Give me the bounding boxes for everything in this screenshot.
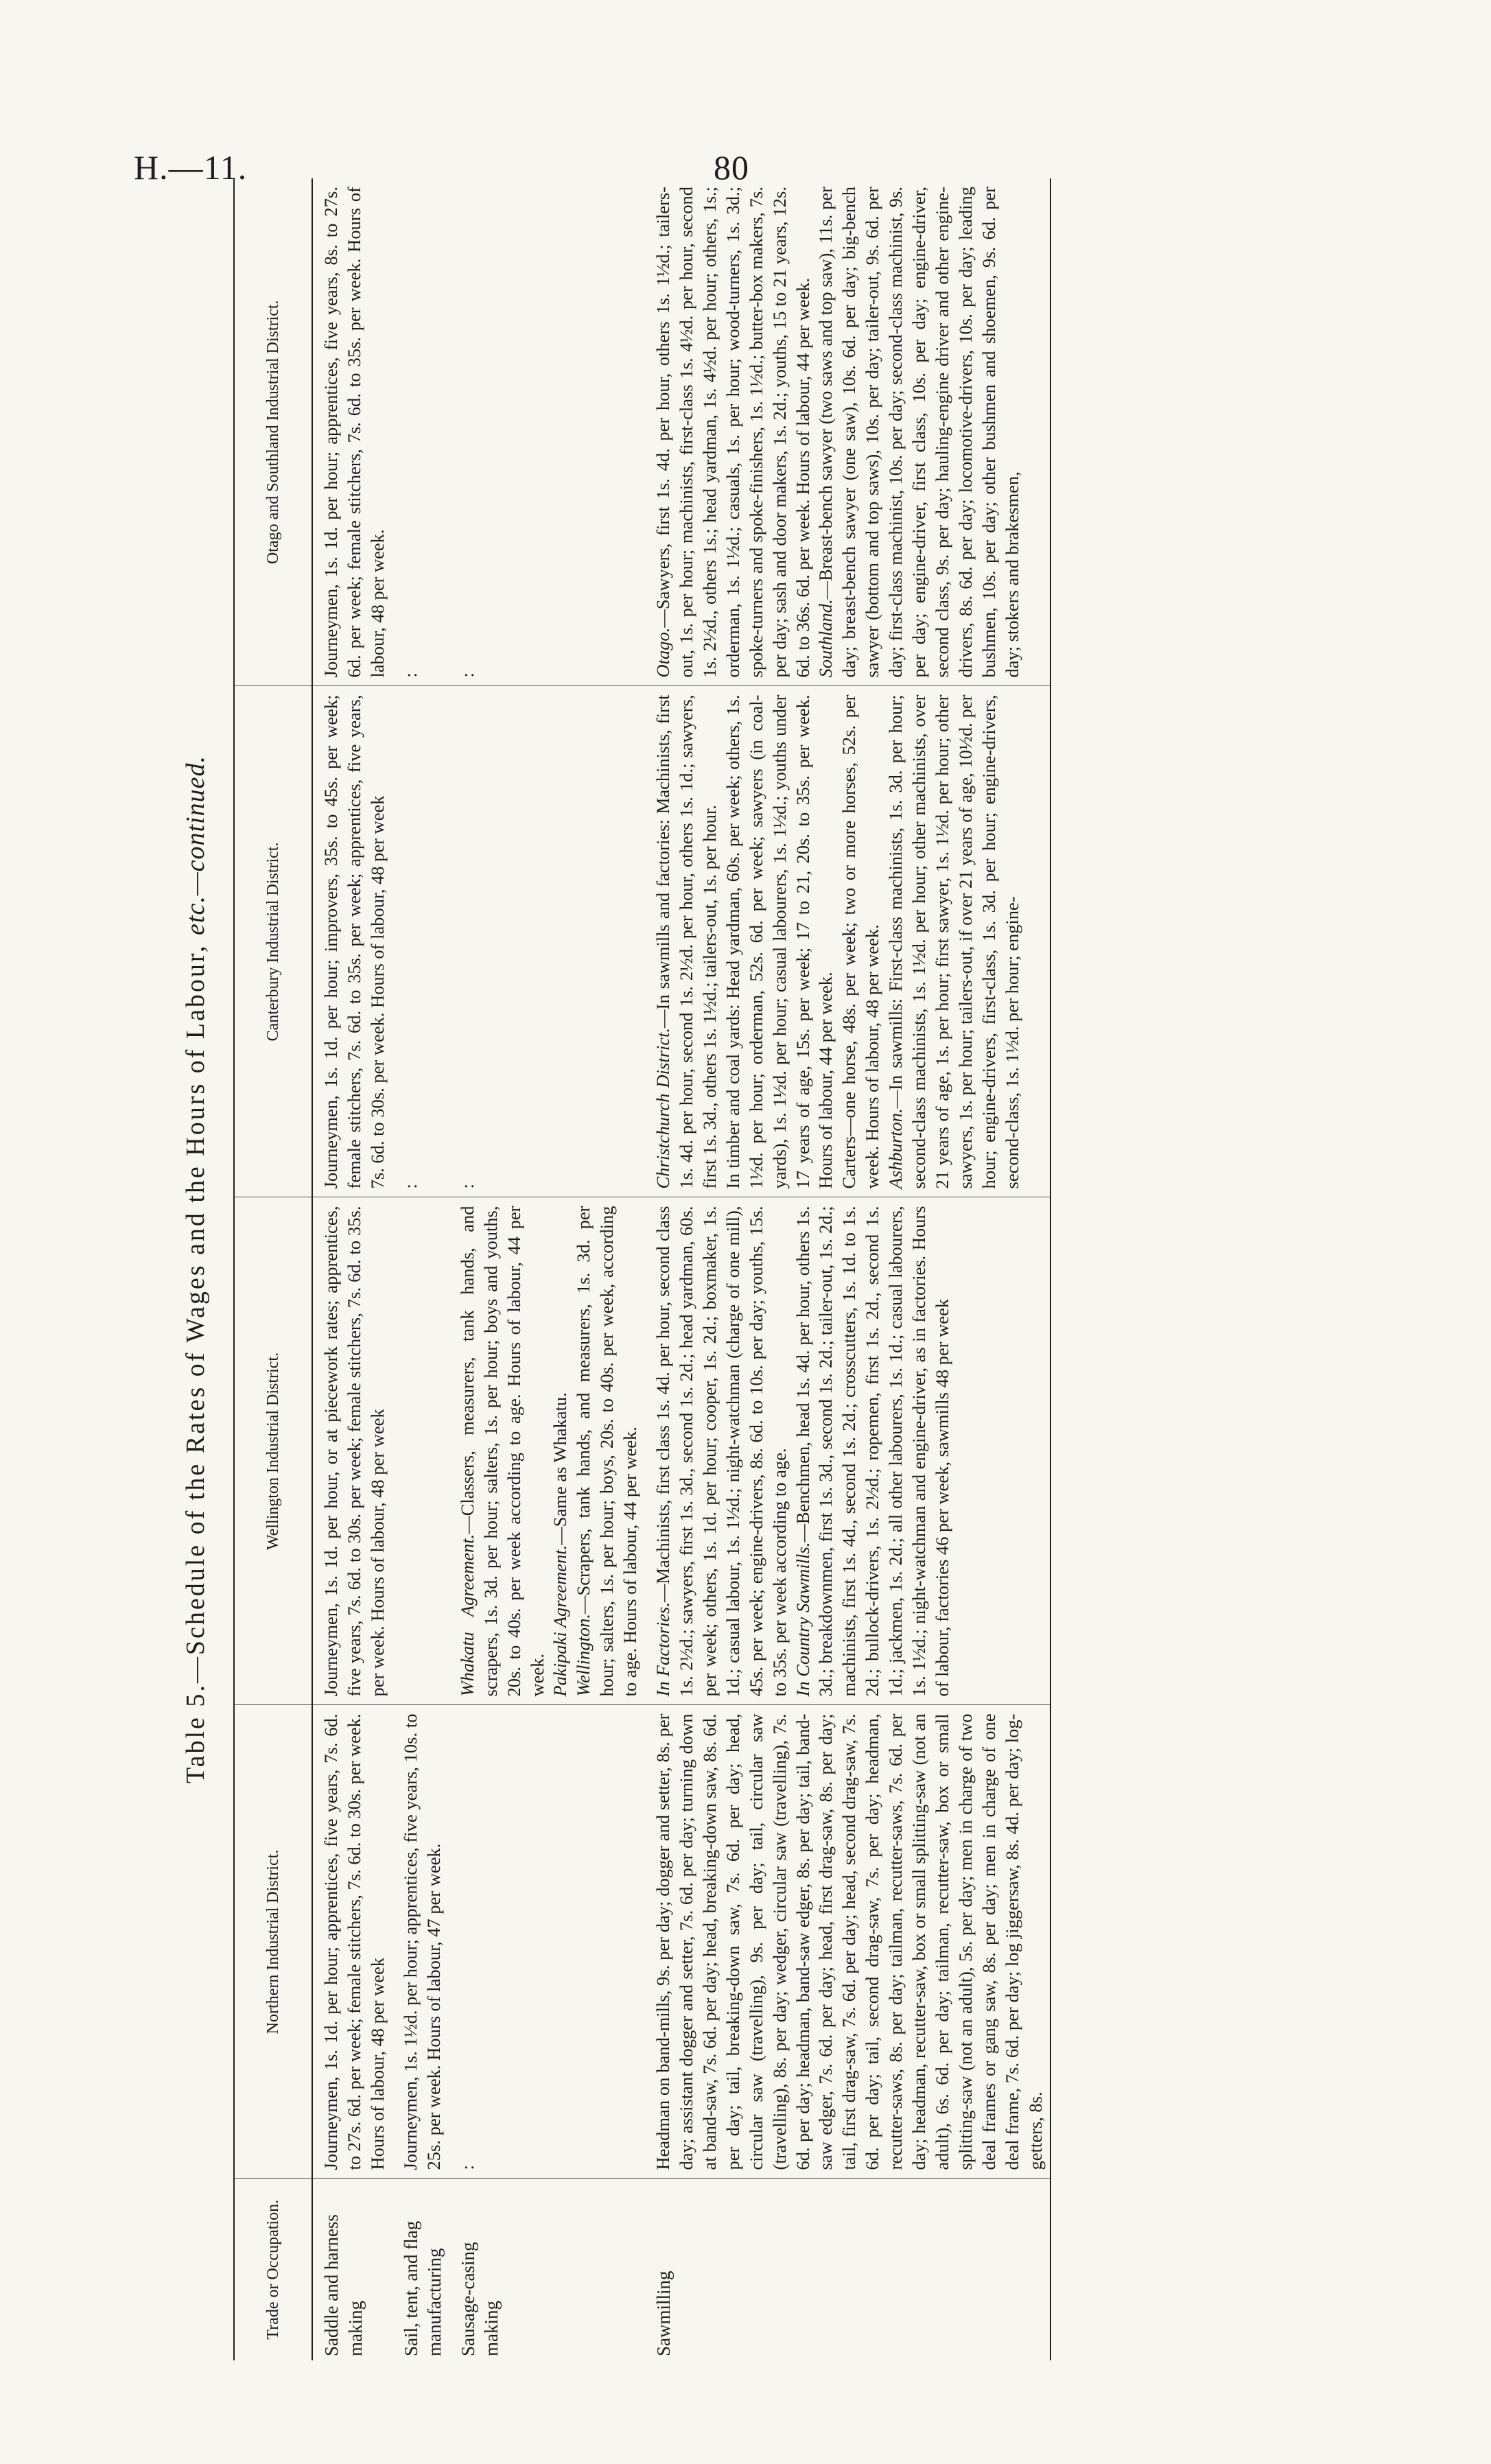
column-header-otago: Otago and Southland Industrial District. <box>234 178 312 686</box>
canterbury-cell <box>645 686 1050 1197</box>
wellington-cell <box>645 1197 1050 1705</box>
agreement-heading: Whakatu Agreement. <box>456 1534 478 1697</box>
wellington-cell <box>392 1197 449 1705</box>
section-heading: Ashburton. <box>885 1108 906 1189</box>
section-heading: Otago. <box>653 627 674 678</box>
column-header-northern: Northern Industrial District. <box>234 1705 312 2179</box>
table-title-continued: etc.—continued. <box>181 755 210 935</box>
canterbury-cell: : <box>449 686 645 1197</box>
northern-cell: : <box>449 1705 645 2179</box>
section-text: In timber and coal yards: Head yardman, 60s. per week; others, 1s. 1½d. per hour; orderman, 52s. 6d. per week; sawyers (in coal-yards), 1s. 1½d. per hour; casual labourers, 1s. 1½d.; youths under 17 years of age, 15s. per week; 17 to 21, 20s. to 35s. per week. Hours of labour, 44 per week. <box>722 694 836 1189</box>
section-text: —Breast-bench sawyer (two saws and top saw), 11s. per day; breast-bench sawyer (one saw), 10s. 6d. per day; big-bench sawyer (bottom and top saws), 10s. per day; tailer-out, 9s. 6d. per day; first-class machinist, 10s. per day; second-class machinist, 9s. per day; engine-driver, first class, 10s. per day; engine-driver, second class, 9s. per day; hauling-engine driver and other engine-drivers, 8s. 6d. per day; locomotive-drivers, 10s. per day; leading bushmen, 10s. per day; other bushmen and shoemen, 9s. 6d. per day; stokers and brakesmen, <box>815 187 1022 678</box>
column-header-wellington: Wellington Industrial District. <box>234 1197 312 1705</box>
table-row <box>312 178 392 2360</box>
canterbury-cell: : <box>392 686 449 1197</box>
trade-cell: Sausage-casing making <box>457 2242 502 2356</box>
otago-cell: Journeymen, 1s. 1d. per hour; apprentices, five years, 8s. to 27s. 6d. per week; female stitchers, 7s. 6d. to 35s. per week. Hours of labour, 48 per week. <box>312 178 392 686</box>
otago-cell: : <box>392 178 449 686</box>
northern-cell: Journeymen, 1s. 1½d. per hour; apprentices, five years, 10s. to 25s. per week. Hours of labour, 47 per week. <box>392 1705 449 2179</box>
wellington-cell <box>449 1197 645 1705</box>
trade-cell: Saddle and harness making <box>321 2214 366 2356</box>
section-heading: Christchurch District. <box>653 1027 674 1189</box>
table-row <box>449 178 645 2360</box>
agreement-text: —Same as Whakatu. <box>550 1392 571 1545</box>
table-title <box>165 178 226 2360</box>
table-row <box>392 178 449 2360</box>
page-number: 80 <box>714 148 749 187</box>
agreement-heading: Wellington. <box>573 1614 594 1697</box>
document-reference: H.—11. <box>134 148 248 187</box>
canterbury-cell: Journeymen, 1s. 1d. per hour; improvers, 35s. to 45s. per week; female stitchers, 7s. 6d. to 35s. per week; apprentices, five years, 7s. 6d. to 30s. per week. Hours of labour, 48 per week <box>312 686 392 1197</box>
section-heading: In Factories. <box>653 1602 674 1697</box>
otago-cell <box>645 178 1050 686</box>
table-header-row <box>234 178 312 2360</box>
wellington-cell: Journeymen, 1s. 1d. per hour, or at piecework rates; apprentices, five years, 7s. 6d. to 30s. per week; female stitchers, 7s. 6d. to 35s. per week. Hours of labour, 48 per week <box>312 1197 392 1705</box>
section-heading: Southland. <box>815 599 836 678</box>
trade-cell: Sail, tent, and flag manufacturing <box>400 2220 445 2356</box>
column-header-canterbury: Canterbury Industrial District. <box>234 686 312 1197</box>
wages-table <box>233 178 1051 2360</box>
northern-cell: Journeymen, 1s. 1d. per hour; apprentices, five years, 7s. 6d. to 27s. 6d. per week; female stitchers, 7s. 6d. to 30s. per week. Hours of labour, 48 per week <box>312 1705 392 2179</box>
agreement-text: —Classers, measurers, tank hands, and scrapers, 1s. 3d. per hour; salters, 1s. per hour; boys and youths, 20s. to 40s. per week according to age. Hours of labour, 44 per week. <box>456 1206 548 1697</box>
section-text: —In sawmills and factories: Machinists, first 1s. 4d. per hour, second 1s. 2½d. per hour, others 1s. 1d.; sawyers, first 1s. 3d., others 1s. 1½d.; tailers-out, 1s. per hour. <box>653 694 720 1189</box>
section-text: Carters—one horse, 48s. per week; two or more horses, 52s. per week. Hours of labour, 48 per week. <box>838 694 883 1189</box>
otago-cell: : <box>449 178 645 686</box>
agreement-text: —Scrapers, tank hands, and measurers, 1s. 3d. per hour; salters, 1s. per hour; boys, 20s. to 40s. per week, according to age. Hours of labour, 44 per week. <box>573 1206 641 1697</box>
section-heading: In Country Sawmills. <box>792 1542 813 1697</box>
section-text: —Sawyers, first 1s. 4d. per hour, others 1s. 1½d.; tailers-out, 1s. per hour; machinists, first-class 1s. 4½d. per hour, second 1s. 2½d., others 1s.; head yardman, 1s. 4½d. per hour; others, 1s.; orderman, 1s. 1½d.; casuals, 1s. per hour; wood-turners, 1s. 3d.; spoke-turners and spoke-finishers, 1s. 1½d.; butter-box makers, 7s. per day; sash and door makers, 1s. 2d.; youths, 15 to 21 years, 12s. 6d. to 36s. 6d. per week. Hours of labour, 44 per week. <box>653 187 813 678</box>
column-header-trade: Trade or Occupation. <box>234 2179 312 2360</box>
table-title-text: Table 5.—Schedule of the Rates of Wages and the Hours of Labour, <box>181 943 210 1783</box>
section-text: —In sawmills: First-class machinists, 1s. 3d. per hour; second-class machinists, 1s. 1½d. per hour; other machinists, over 21 years of age, 1s. per hour; first sawyer, 1s. 1½d. per hour; other sawyers, 1s. per hour; tailers-out, if over 21 years of age, 10½d. per hour; engine-drivers, first-class, 1s. 3d. per hour; engine-drivers, second-class, 1s. 1½d. per hour; engine- <box>885 694 1022 1189</box>
table-row <box>645 178 1050 2360</box>
rotated-wage-table <box>165 178 1331 2360</box>
section-text: —Benchmen, head 1s. 4d. per hour, others 1s. 3d.; breakdownmen, first 1s. 3d., second 1s. 2d.; tailer-out, 1s. 2d.; machinists, first 1s. 4d., second 1s. 2d.; crosscutters, 1s. 1d. to 1s. 2d.; bullock-drivers, 1s. 2½d.; ropemen, first 1s. 2d., second 1s. 1d.; jackmen, 1s. 2d.; all other labourers, 1s. 1d.; casual labourers, 1s. 1½d.; night-watchman and engine-driver, as in factories. Hours of labour, factories 46 per week, sawmills 48 per week <box>792 1206 952 1697</box>
agreement-heading: Pakipaki Agreement. <box>550 1545 571 1697</box>
trade-cell: Sawmilling <box>645 2179 1050 2360</box>
section-text: —Machinists, first class 1s. 4d. per hour, second class 1s. 2½d.; sawyers, first 1s. 3d., second 1s. 2d.; head yardman, 60s. per week; others, 1s. 1d. per hour; cooper, 1s. 2d.; boxmaker, 1s. 1d.; casual labour, 1s. 1½d.; night-watchman (charge of one mill), 45s. per week; engine-drivers, 8s. 6d. to 10s. per day; youths, 15s. to 35s. per week according to age. <box>653 1206 790 1697</box>
northern-cell: Headman on band-mills, 9s. per day; dogger and setter, 8s. per day; assistant dogger and setter, 7s. 6d. per day; turning down at band-saw, 7s. 6d. per day; head, breaking-down saw, 8s. 6d. per day; tail, breaking-down saw, 7s. 6d. per day; head, circular saw (travelling), 9s. per day; tail, circular saw (travelling), 8s. per day; wedger, circular saw (travelling), 7s. 6d. per day; headman, band-saw edger, 8s. per day; tail, band-saw edger, 7s. 6d. per day; head, first drag-saw, 8s. per day; tail, first drag-saw, 7s. 6d. per day; head, second drag-saw, 7s. 6d. per day; tail, second drag-saw, 7s. per day; headman, recutter-saws, 8s. per day; tailman, recutter-saws, 7s. 6d. per day; headman, recutter-saw, box or small splitting-saw (not an adult), 6s. 6d. per day; tailman, recutter-saw, box or small splitting-saw (not an adult), 5s. per day; men in charge of two deal frames or gang saw, 8s. per day; men in charge of one deal frame, 7s. 6d. per day; log jiggersaw, 8s. 4d. per day; log-getters, 8s. <box>645 1705 1050 2179</box>
